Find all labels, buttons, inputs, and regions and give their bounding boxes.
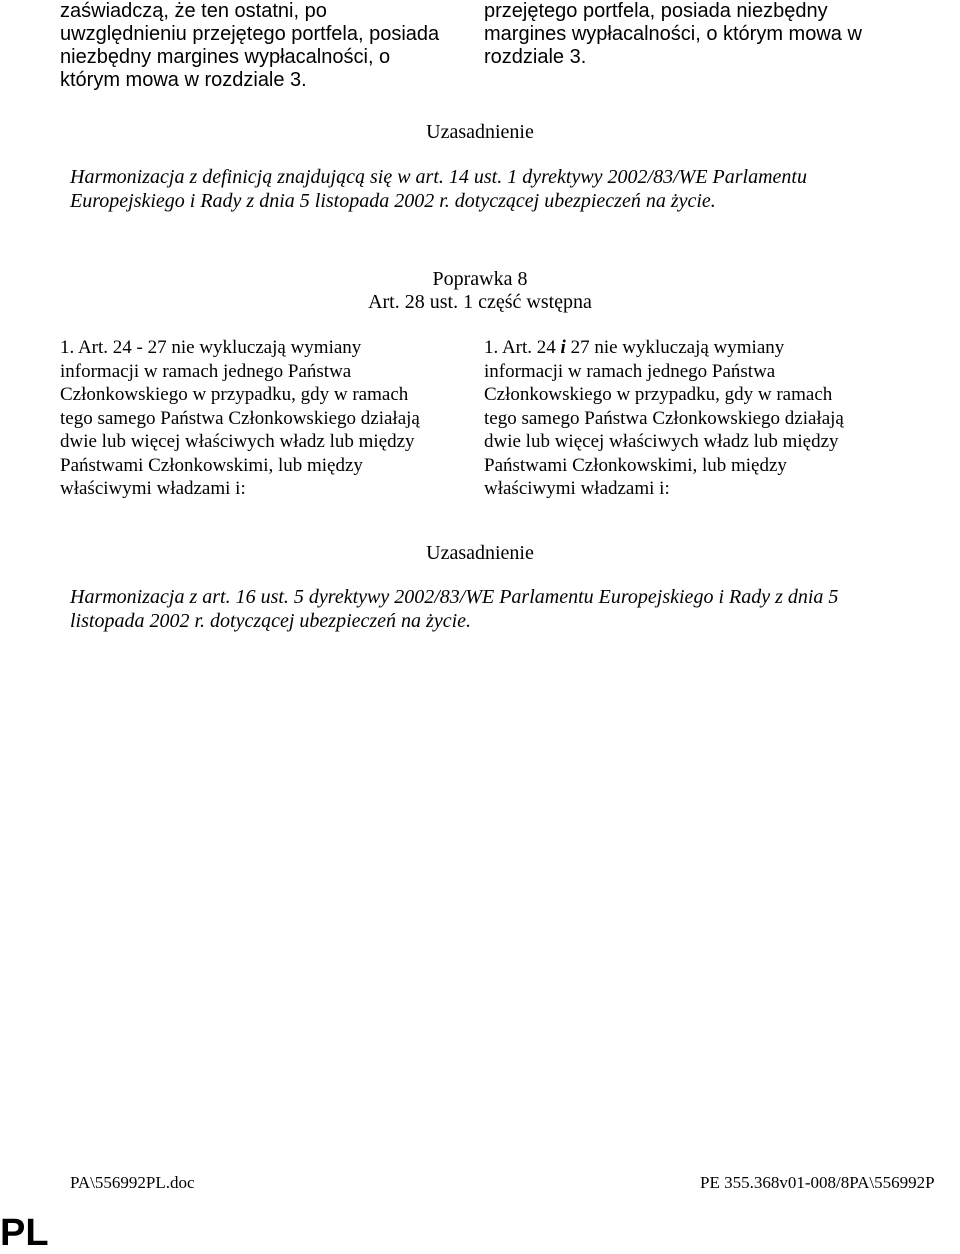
amendment-article-reference: Art. 28 ust. 1 część wstępna (368, 291, 592, 313)
justification-text-2: Harmonizacja z art. 16 ust. 5 dyrektywy 2002/83/WE Parlamentu Europejskiego i Rady z dnia 5 listopada 2002 r. dotyczącej ubezpieczeń na życie. (70, 586, 839, 632)
amendment-title: Poprawka 8 (432, 268, 528, 290)
previous-text-right-column: przejętego portfela, posiada niezbędny margines wypłacalności, o którym mowa w rozdziale 3. (484, 0, 862, 68)
amendment-amended-text (484, 336, 854, 501)
justification-heading: Uzasadnienie (426, 121, 534, 143)
amended-text-emphasis: i (560, 337, 566, 358)
amended-text-prefix: 1. Art. 24 (484, 337, 561, 358)
justification-text: Harmonizacja z definicją znajdującą się w art. 14 ust. 1 dyrektywy 2002/83/WE Parlamentu Europejskiego i Rady z dnia 5 listopada 2002 r. dotyczącej ubezpieczeń na życie. (70, 166, 807, 212)
footer-document-reference: PA\556992PL.doc (70, 1173, 195, 1192)
footer-pe-reference: PE 355.368v01-008/8PA\556992P (700, 1173, 935, 1192)
justification-heading-2: Uzasadnienie (426, 542, 534, 564)
previous-text-left-column: zaświadczą, że ten ostatni, po uwzględnieniu przejętego portfela, posiada niezbędny margines wypłacalności, o którym mowa w rozdziale 3. (60, 0, 440, 91)
amended-text-suffix: 27 nie wykluczają wymiany informacji w ramach jednego Państwa Członkowskiego w przypadku, gdy w ramach tego samego Państwa Członkowskiego działają dwie lub więcej właściwych władz lub między Państwami Członkowskimi, lub między właściwymi władzami i: (484, 337, 844, 499)
language-code: PL (0, 1212, 49, 1254)
amendment-original-text: 1. Art. 24 - 27 nie wykluczają wymiany informacji w ramach jednego Państwa Członkowskiego w przypadku, gdy w ramach tego samego Państwa Członkowskiego działają dwie lub więcej właściwych władz lub między Państwami Członkowskimi, lub między właściwymi władzami i: (60, 337, 420, 499)
